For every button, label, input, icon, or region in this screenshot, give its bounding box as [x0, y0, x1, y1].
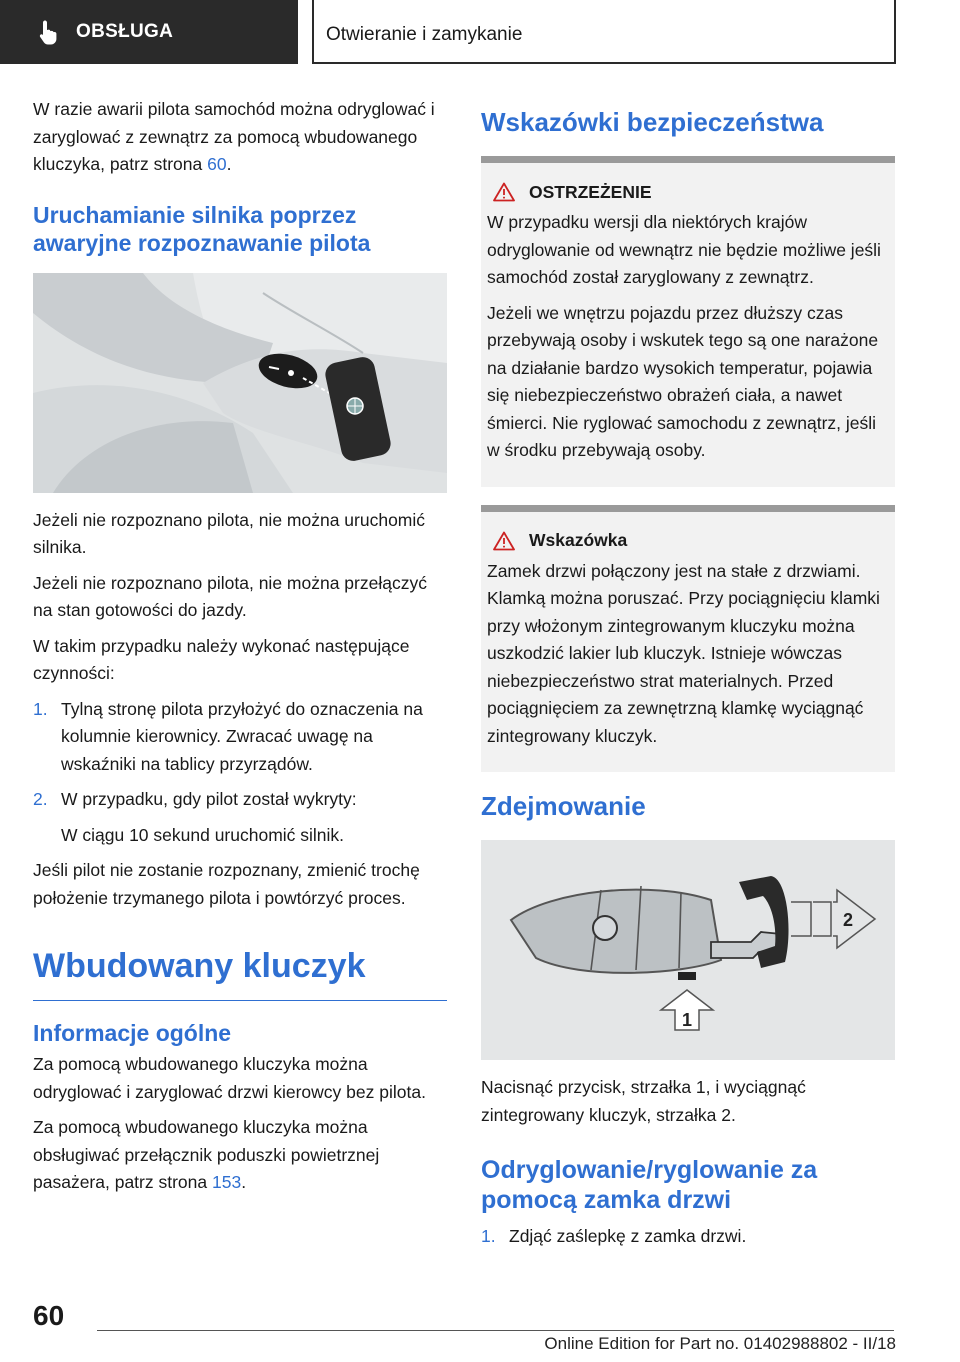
emergency-start-steps [33, 696, 447, 814]
heading-emergency-start: Uruchamianie silnika poprzez awaryjne rozpoznawanie pilota [33, 201, 371, 256]
paragraph-key-unlock: Za pomocą wbudowanego kluczyka można odryglować i zaryglować drzwi kierowcy bez pilota. [33, 1054, 426, 1102]
paragraph-no-engine-start: Jeżeli nie rozpoznano pilota, nie można uruchomić silnika. [33, 509, 426, 557]
list-item: 2. W przypadku, gdy pilot został wykryty: [33, 789, 357, 809]
paragraph-instructions-intro: W takim przypadku należy wykonać następujące czynności: [33, 635, 410, 683]
arrow-1-label: 1 [682, 1010, 693, 1030]
list-item: 1. Zdjąć zaślepkę z zamka drzwi. [481, 1226, 747, 1246]
edition-info: Online Edition for Part no. 01402988802 - II/18 [544, 1334, 896, 1353]
notice-box [481, 505, 895, 773]
left-column [33, 96, 447, 1205]
heading-removal: Zdejmowanie [481, 791, 646, 821]
heading-general-info: Informacje ogólne [33, 1020, 232, 1046]
warning-title: OSTRZEŻENIE [529, 181, 652, 202]
paragraph-removal: Nacisnąć przycisk, strzałka 1, i wyciągnąć zintegrowany kluczyk, strzałka 2. [481, 1077, 806, 1125]
page-link-60[interactable]: 60 [207, 154, 227, 174]
arrow-2-label: 2 [843, 910, 854, 930]
step2-subtext: W ciągu 10 sekund uruchomić silnik. [61, 824, 345, 845]
paragraph-no-ready-state: Jeżeli nie rozpoznano pilota, nie można przełączyć na stan gotowości do jazdy. [33, 572, 427, 620]
paragraph-retry: Jeśli pilot nie zostanie rozpoznany, zmienić trochę położenie trzymanego pilota i powtórzyć proces. [33, 860, 420, 908]
key-removal-illustration [481, 840, 895, 1060]
section-label: OBSŁUGA [76, 21, 174, 42]
page-link-153[interactable]: 153 [211, 1172, 242, 1192]
steering-column-illustration [33, 273, 447, 493]
heading-integrated-key: Wbudowany kluczyk [33, 946, 447, 1001]
notice-paragraph: Zamek drzwi połączony jest na stałe z drzwiami. Klamką można poruszać. Przy pociągnięciu klamki przy włożonym zintegrowanym kluczyku można uszkodzić lakier lub kluczyk. Istnieje wówczas niebezpieczeństwo strat materialnych. Przed pociągnięciem za zewnętrzną klamkę wyciągnąć zintegrowany kluczyk. [487, 560, 880, 746]
list-item: 1. Tylną stronę pilota przyłożyć do oznaczenia na kolumnie kierownicy. Zwracać uwagę na wskaźniki na tablicy przyrządów. [33, 698, 423, 774]
warning-box [481, 156, 895, 487]
right-column [481, 96, 895, 1259]
chapter-title: Otwieranie i zamykanie [312, 0, 896, 64]
intro-paragraph: W razie awarii pilota samochód można odryglować i zaryglować z zewnątrz za pomocą wbudowanego kluczyka, patrz strona 60. [33, 99, 435, 174]
footer-divider [97, 1330, 894, 1331]
warning-paragraph-2: Jeżeli we wnętrzu pojazdu przez dłuższy czas przebywają osoby i wskutek tego są one narażone na działanie bardzo wysokich temperatur, pojawia się niebezpieczeństwo obrażeń ciała, a nawet śmierci. Nie ryglować samochodu z zewnątrz, jeśli w środku przebywają osoby. [487, 302, 879, 460]
notice-triangle-icon [493, 531, 515, 551]
heading-door-lock: Odryglowanie/ryglowanie za pomocą zamka drzwi [481, 1156, 818, 1214]
page-number: 60 [33, 1300, 65, 1331]
door-lock-steps [481, 1223, 895, 1251]
section-tab [0, 0, 298, 64]
heading-safety-notes: Wskazówki bezpieczeństwa [481, 107, 824, 137]
warning-paragraph-1: W przypadku wersji dla niektórych krajów odryglowanie od wewnątrz nie będzie możliwe jeśli samochód został zaryglowany z zewnątrz. [487, 212, 881, 287]
warning-triangle-icon [493, 182, 515, 202]
hand-pointer-icon [38, 19, 60, 45]
paragraph-airbag-switch: Za pomocą wbudowanego kluczyka można obsługiwać przełącznik poduszki powietrznej pasażera, patrz strona 153. [33, 1117, 380, 1192]
notice-title: Wskazówka [529, 530, 628, 550]
